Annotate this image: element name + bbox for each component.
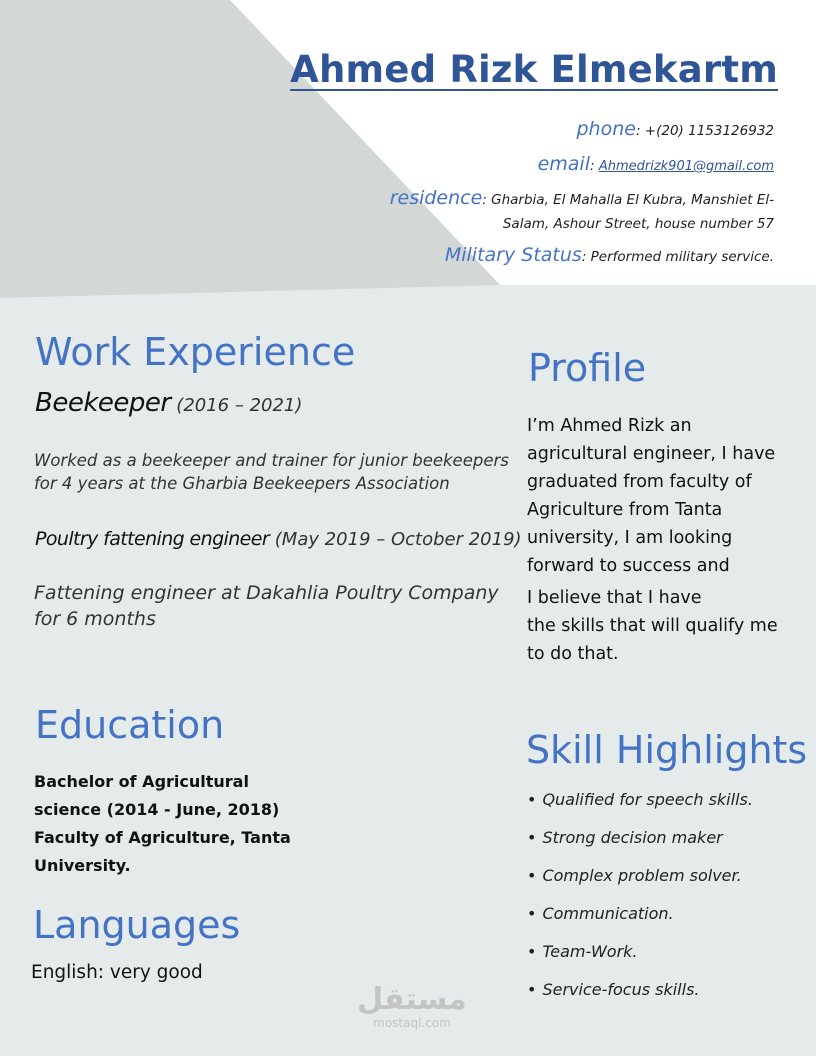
phone-value: : +(20) 1153126932 <box>635 123 774 139</box>
job1-desc-line1: Worked as a beekeeper and trainer for junior beekeepers <box>34 451 509 470</box>
work-experience-heading: Work Experience <box>35 330 356 374</box>
phone-label: phone <box>576 118 636 140</box>
job1-heading <box>35 388 302 418</box>
military-label: Military Status <box>444 244 582 266</box>
skill-label: Communication. <box>542 904 674 923</box>
residence-value: : Gharbia, El Mahalla El Kubra, Manshiet El- <box>482 192 774 208</box>
phone-line <box>576 118 774 140</box>
education-line: Faculty of Agriculture, Tanta <box>34 828 291 847</box>
profile-line: graduated from faculty of <box>527 472 752 492</box>
profile-line: university, I am looking <box>527 528 733 548</box>
skill-item <box>527 942 753 980</box>
profile-line: I believe that I have <box>527 588 702 608</box>
candidate-name: Ahmed Rizk Elmekartm <box>290 48 778 91</box>
job2-title: Poultry fattening engineer <box>35 528 270 550</box>
email-line <box>538 153 774 175</box>
skill-label: Team-Work. <box>542 942 638 961</box>
military-value: : Performed military service. <box>581 249 774 265</box>
skills-list <box>527 790 753 1018</box>
job2-description <box>34 580 499 632</box>
education-line: science (2014 - June, 2018) <box>34 800 280 819</box>
bullet-icon: • <box>527 942 537 961</box>
bullet-icon: • <box>527 828 537 847</box>
job1-date: (2016 – 2021) <box>170 395 303 416</box>
job2-heading <box>35 528 522 550</box>
profile-line: to do that. <box>527 644 619 664</box>
watermark-latin: mostaql.com <box>373 1016 451 1030</box>
email-label: email <box>537 153 590 175</box>
email-link[interactable]: Ahmedrizk901@gmail.com <box>598 159 774 174</box>
skill-label: Service-focus skills. <box>542 980 700 999</box>
bullet-icon: • <box>527 790 537 809</box>
residence-value-line2: Salam, Ashour Street, house number 57 <box>502 216 774 232</box>
job1-desc-line2: for 4 years at the Gharbia Beekeepers Association <box>34 474 450 493</box>
languages-heading: Languages <box>33 903 241 947</box>
watermark-arabic: مستقل <box>357 982 467 1017</box>
job2-date: (May 2019 – October 2019) <box>269 529 522 550</box>
mostaql-watermark <box>357 984 467 1030</box>
education-heading: Education <box>35 703 225 747</box>
skills-heading: Skill Highlights <box>526 728 808 772</box>
email-separator: : <box>589 158 599 174</box>
education-line: Bachelor of Agricultural <box>34 772 249 791</box>
profile-line: agricultural engineer, I have <box>527 444 776 464</box>
skill-item <box>527 980 753 1018</box>
profile-heading: Profile <box>528 346 647 390</box>
residence-line <box>390 187 774 209</box>
job1-description <box>34 449 509 495</box>
skill-label: Qualified for speech skills. <box>542 790 753 809</box>
job2-desc-line1: Fattening engineer at Dakahlia Poultry Company <box>34 582 499 604</box>
job1-title: Beekeeper <box>35 388 171 418</box>
profile-line: I’m Ahmed Rizk an <box>527 416 692 436</box>
education-details <box>34 768 324 880</box>
profile-line: forward to success and <box>527 556 730 576</box>
bullet-icon: • <box>527 866 537 885</box>
bullet-icon: • <box>527 904 537 923</box>
skill-label: Strong decision maker <box>542 828 723 847</box>
skill-item <box>527 828 753 866</box>
skill-item <box>527 866 753 904</box>
profile-line: Agriculture from Tanta <box>527 500 723 520</box>
profile-line: the skills that will qualify me <box>527 616 778 636</box>
profile-text <box>527 412 797 668</box>
skill-item <box>527 904 753 942</box>
residence-label: residence <box>389 187 483 209</box>
military-line <box>445 244 774 266</box>
skill-label: Complex problem solver. <box>542 866 742 885</box>
education-line: University. <box>34 856 131 875</box>
job2-desc-line2: for 6 months <box>34 608 156 630</box>
bullet-icon: • <box>527 980 537 999</box>
skill-item <box>527 790 753 828</box>
language-english: English: very good <box>31 962 203 983</box>
